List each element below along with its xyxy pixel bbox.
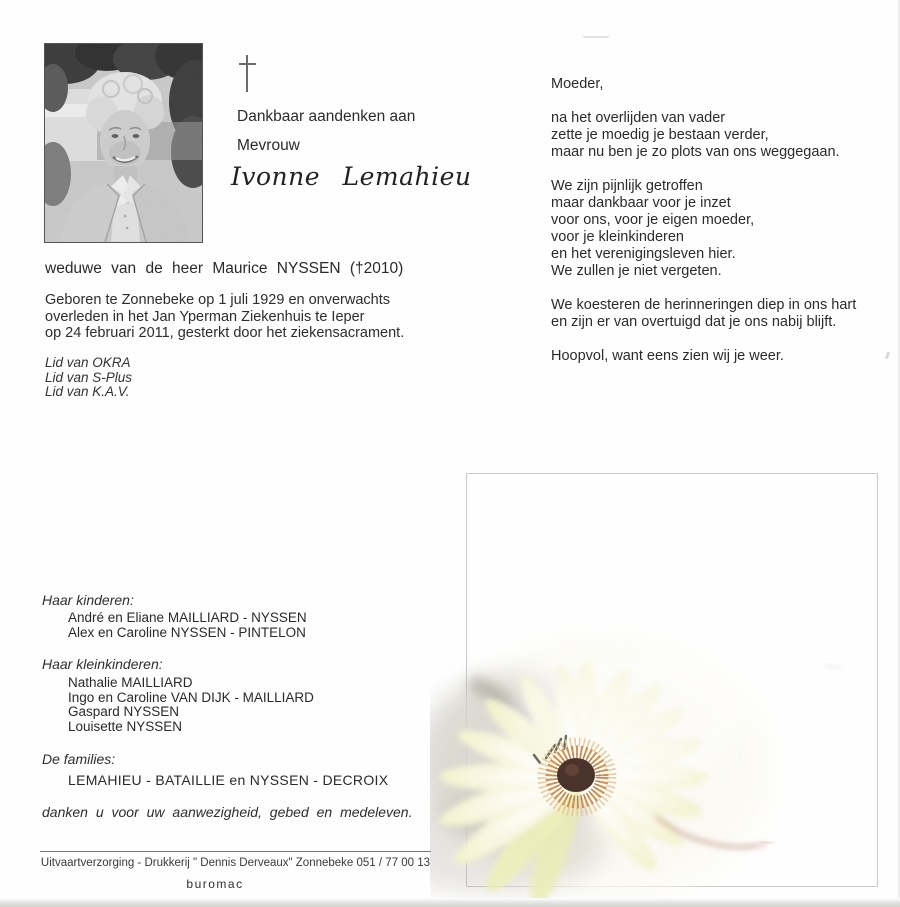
memberships-list bbox=[45, 356, 132, 400]
scan-edge-bottom bbox=[0, 898, 900, 907]
poem-line: We zijn pijnlijk getroffen bbox=[551, 178, 703, 194]
poem-line: na het overlijden van vader bbox=[551, 110, 726, 126]
scan-artifact bbox=[583, 36, 609, 38]
bio-line: op 24 februari 2011, gesterkt door het ziekensacrament. bbox=[45, 325, 405, 341]
poem-line: Hoopvol, want eens zien wij je weer. bbox=[551, 348, 784, 364]
poem-line: zette je moedig je bestaan verder, bbox=[551, 127, 769, 143]
bio-paragraph bbox=[45, 292, 404, 342]
poem-line: en zijn er van overtuigd dat je ons nabij blijft. bbox=[551, 314, 837, 330]
poem-stanza bbox=[551, 348, 881, 365]
cross-icon bbox=[239, 55, 256, 92]
poem-line: We zullen je niet vergeten. bbox=[551, 263, 722, 279]
poem bbox=[551, 76, 881, 382]
flower-photo-panel bbox=[430, 460, 900, 907]
portrait-photo-art bbox=[45, 44, 202, 242]
bio-line: Geboren te Zonnebeke op 1 juli 1929 en onverwachts bbox=[45, 292, 391, 308]
deceased-name: Ivonne Lemahieu bbox=[231, 162, 472, 191]
membership-line: Lid van OKRA bbox=[45, 355, 131, 370]
membership-line: Lid van K.A.V. bbox=[45, 384, 130, 399]
poem-line: We koesteren de herinneringen diep in ons hart bbox=[551, 297, 857, 313]
grandchildren-label: Haar kleinkinderen: bbox=[42, 656, 163, 672]
poem-line: en het verenigingsleven hier. bbox=[551, 246, 736, 262]
grandchild-name: Ingo en Caroline VAN DIJK - MAILLIARD bbox=[68, 689, 314, 705]
footer-rule bbox=[40, 851, 431, 852]
children-label: Haar kinderen: bbox=[42, 592, 134, 608]
grandchild-name: Nathalie MAILLIARD bbox=[68, 675, 193, 690]
thanks-line: danken u voor uw aanwezigheid, gebed en medeleven. bbox=[42, 804, 413, 820]
membership-line: Lid van S-Plus bbox=[45, 369, 133, 385]
poem-stanza bbox=[551, 110, 881, 161]
portrait-photo bbox=[44, 43, 203, 243]
honorific: Mevrouw bbox=[237, 137, 300, 154]
cross-icon-vertical bbox=[246, 55, 248, 92]
grandchild-name: Gaspard NYSSEN bbox=[68, 704, 180, 720]
scan-artifact bbox=[885, 352, 890, 360]
bio-line: overleden in het Jan Yperman Ziekenhuis te Ieper bbox=[45, 308, 365, 325]
buromac-logo: buromac bbox=[186, 877, 244, 891]
poem-line: voor je kleinkinderen bbox=[551, 229, 684, 245]
poem-line: Moeder, bbox=[551, 76, 604, 92]
grandchild-name: Louisette NYSSEN bbox=[68, 718, 183, 734]
families-names: LEMAHIEU - BATAILLIE en NYSSEN - DECROIX bbox=[68, 772, 389, 788]
children-list bbox=[68, 611, 307, 640]
intro-line: Dankbaar aandenken aan bbox=[237, 108, 416, 125]
flower-photo bbox=[430, 460, 900, 907]
poem-salutation bbox=[551, 76, 881, 93]
grandchildren-list bbox=[68, 676, 314, 734]
poem-stanza bbox=[551, 297, 881, 331]
poem-line: voor ons, voor je eigen moeder, bbox=[551, 212, 755, 228]
widow-line: weduwe van de heer Maurice NYSSEN (†2010) bbox=[45, 260, 404, 277]
child-name: Alex en Caroline NYSSEN - PINTELON bbox=[68, 624, 306, 640]
child-name: André en Eliane MAILLIARD - NYSSEN bbox=[68, 610, 307, 625]
families-label: De families: bbox=[42, 751, 116, 767]
cross-icon-bar bbox=[239, 63, 256, 65]
poem-stanza bbox=[551, 178, 881, 280]
poem-line: maar nu ben je zo plots van ons weggegaan. bbox=[551, 144, 840, 160]
poem-line: maar dankbaar voor je inzet bbox=[551, 195, 731, 211]
printer-line: Uitvaartverzorging - Drukkerij " Dennis Derveaux" Zonnebeke 051 / 77 00 13 bbox=[40, 857, 431, 869]
